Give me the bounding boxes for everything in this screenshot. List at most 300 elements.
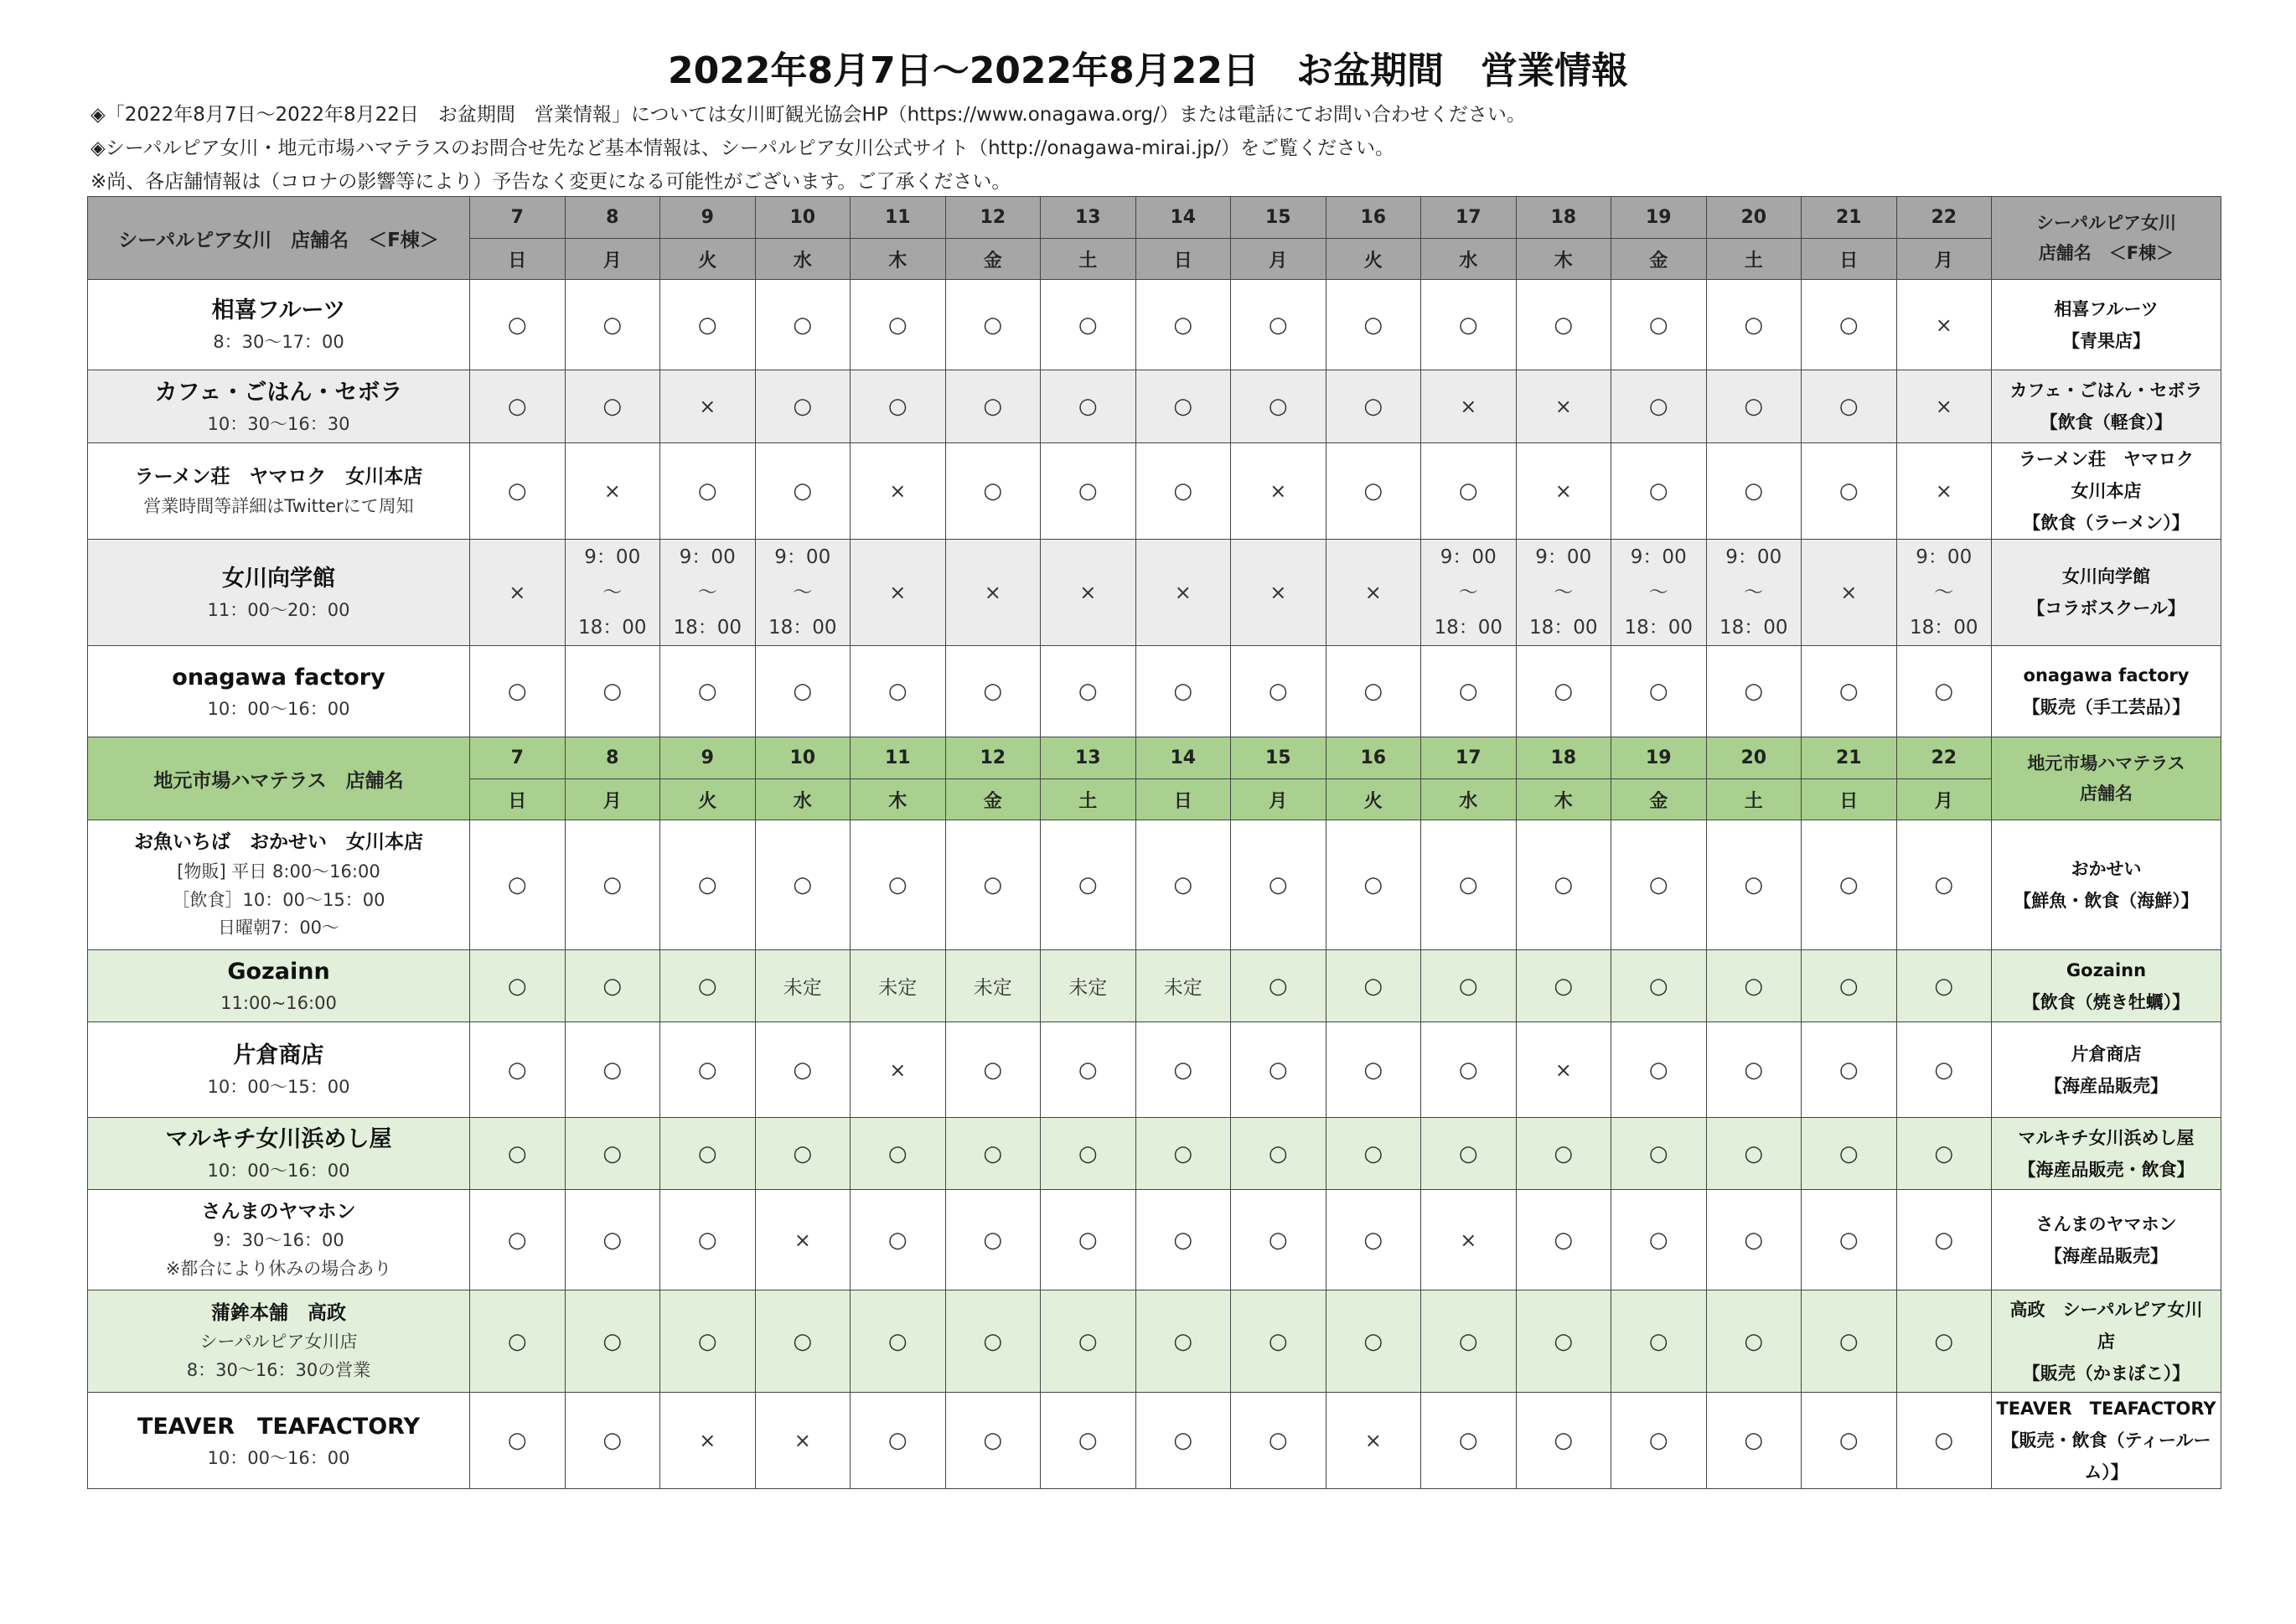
date-cell: 13 xyxy=(1041,737,1136,779)
status-open: ○ xyxy=(565,1393,660,1489)
note-disclaimer: ※尚、各店舗情報は（コロナの影響等により）予告なく変更になる可能性がございます。ご了承ください。 xyxy=(90,171,1011,193)
status-open: ○ xyxy=(945,646,1041,737)
status-open: ○ xyxy=(660,1118,756,1190)
store-category-cell xyxy=(1992,1118,2221,1190)
date-cell: 11 xyxy=(851,737,946,779)
status-open: ○ xyxy=(945,1190,1041,1290)
status-hours-line: 9：00 xyxy=(584,546,641,568)
store-category-line: おかせい xyxy=(2071,859,2142,879)
status-closed: × xyxy=(1516,370,1611,443)
weekday-cell: 金 xyxy=(1611,779,1707,820)
status-open: ○ xyxy=(1611,820,1707,950)
status-open: ○ xyxy=(1041,820,1136,950)
weekday-cell: 火 xyxy=(660,779,756,820)
status-open: ○ xyxy=(1516,1118,1611,1190)
store-category-line: Gozainn xyxy=(2066,959,2147,980)
date-cell: 9 xyxy=(660,737,756,779)
status-open: ○ xyxy=(1326,1022,1421,1118)
status-open: ○ xyxy=(1231,1393,1326,1489)
store-row xyxy=(88,950,2221,1022)
status-open: ○ xyxy=(470,1190,566,1290)
weekday-cell: 水 xyxy=(755,779,851,820)
status-hours xyxy=(755,540,851,646)
status-open: ○ xyxy=(1611,950,1707,1022)
date-cell: 21 xyxy=(1802,737,1897,779)
store-category-cell xyxy=(1992,820,2221,950)
status-hours-line: 18：00 xyxy=(768,617,837,639)
status-open: ○ xyxy=(1516,1190,1611,1290)
status-closed: × xyxy=(1231,540,1326,646)
weekday-cell: 日 xyxy=(470,239,566,280)
status-closed: × xyxy=(945,540,1041,646)
status-closed: × xyxy=(1326,540,1421,646)
store-row xyxy=(88,1118,2221,1190)
status-open: ○ xyxy=(1611,443,1707,540)
store-category-line: 片倉商店 xyxy=(2071,1043,2142,1064)
store-hours: シーパルピア女川店 xyxy=(199,1332,358,1352)
status-open: ○ xyxy=(660,950,756,1022)
status-open: ○ xyxy=(755,1118,851,1190)
status-open: ○ xyxy=(1041,370,1136,443)
status-hours xyxy=(565,540,660,646)
status-hours-line: 18：00 xyxy=(1909,617,1978,639)
store-hours: 10：00～16：00 xyxy=(207,1161,350,1182)
store-category-cell xyxy=(1992,443,2221,540)
status-open: ○ xyxy=(851,1290,946,1393)
status-open: ○ xyxy=(1135,1190,1231,1290)
store-category-line: 【販売（手工芸品）】 xyxy=(2022,697,2190,717)
weekday-cell: 金 xyxy=(945,239,1041,280)
status-open: ○ xyxy=(1802,1190,1897,1290)
status-closed: × xyxy=(851,443,946,540)
status-open: ○ xyxy=(1135,443,1231,540)
status-open: ○ xyxy=(660,1190,756,1290)
date-cell: 12 xyxy=(945,737,1041,779)
store-category-line: 【海産品販売】 xyxy=(2045,1075,2168,1096)
status-hours-line: 9：00 xyxy=(1535,546,1592,568)
status-hours-line: 18：00 xyxy=(1434,617,1503,639)
store-name-cell xyxy=(88,370,470,443)
status-open: ○ xyxy=(565,1118,660,1190)
date-cell: 15 xyxy=(1231,737,1326,779)
status-open: ○ xyxy=(1041,646,1136,737)
status-open: ○ xyxy=(755,280,851,370)
date-cell: 17 xyxy=(1421,197,1517,239)
status-open: ○ xyxy=(1611,1290,1707,1393)
status-hours-line: 9：00 xyxy=(774,546,831,568)
status-open: ○ xyxy=(1231,1290,1326,1393)
status-open: ○ xyxy=(565,1190,660,1290)
store-category-cell xyxy=(1992,1190,2221,1290)
status-open: ○ xyxy=(1611,370,1707,443)
status-open: ○ xyxy=(1611,646,1707,737)
store-hours: ［飲食］10：00～15：00 xyxy=(172,889,385,910)
status-hours-line: 18：00 xyxy=(673,617,742,639)
status-open: ○ xyxy=(755,443,851,540)
status-open: ○ xyxy=(851,820,946,950)
status-hours-line: ～ xyxy=(602,582,623,603)
status-open: ○ xyxy=(755,1290,851,1393)
status-open: ○ xyxy=(1706,1022,1802,1118)
note-contact: ◈「2022年8月7日～2022年8月22日 お盆期間 営業情報」については女川町観光協会HP（https://www.onagawa.org/）または電話にてお問い合わせください。 xyxy=(90,104,1526,126)
status-open: ○ xyxy=(1516,280,1611,370)
status-hours-line: ～ xyxy=(1934,582,1954,603)
status-open: ○ xyxy=(1421,1022,1517,1118)
date-cell: 16 xyxy=(1326,737,1421,779)
status-open: ○ xyxy=(1231,1022,1326,1118)
status-open: ○ xyxy=(1802,820,1897,950)
date-cell: 10 xyxy=(755,197,851,239)
status-open: ○ xyxy=(1706,280,1802,370)
status-open: ○ xyxy=(1231,950,1326,1022)
status-open: ○ xyxy=(1135,820,1231,950)
store-hours: ※都合により休みの場合あり xyxy=(165,1258,392,1279)
weekday-cell: 火 xyxy=(1326,779,1421,820)
store-name-cell xyxy=(88,1118,470,1190)
status-undecided: 未定 xyxy=(755,950,851,1022)
status-hours-line: 9：00 xyxy=(1725,546,1782,568)
status-hours-line: 18：00 xyxy=(577,617,647,639)
status-closed: × xyxy=(470,540,566,646)
store-row xyxy=(88,1022,2221,1118)
store-hours: 11：00～20：00 xyxy=(207,599,350,620)
store-category-cell xyxy=(1992,646,2221,737)
weekday-cell: 月 xyxy=(1896,239,1992,280)
store-category-line: ム）】 xyxy=(2084,1462,2128,1482)
status-undecided: 未定 xyxy=(945,950,1041,1022)
status-open: ○ xyxy=(565,370,660,443)
status-open: ○ xyxy=(1231,820,1326,950)
header-right-line: 店舗名 xyxy=(2080,784,2133,804)
status-open: ○ xyxy=(755,1022,851,1118)
store-name-cell xyxy=(88,443,470,540)
status-open: ○ xyxy=(1326,1290,1421,1393)
store-row xyxy=(88,1393,2221,1489)
weekday-cell: 水 xyxy=(1421,239,1517,280)
store-category-line: 【飲食（ラーメン）】 xyxy=(2023,513,2190,533)
status-open: ○ xyxy=(660,280,756,370)
weekday-cell: 金 xyxy=(945,779,1041,820)
store-row xyxy=(88,540,2221,646)
store-name-cell xyxy=(88,280,470,370)
status-open: ○ xyxy=(470,1022,566,1118)
status-open: ○ xyxy=(851,280,946,370)
date-cell: 7 xyxy=(470,737,566,779)
status-open: ○ xyxy=(470,443,566,540)
weekday-cell: 月 xyxy=(1231,239,1326,280)
status-open: ○ xyxy=(1802,646,1897,737)
status-open: ○ xyxy=(1326,280,1421,370)
store-name: 片倉商店 xyxy=(233,1042,324,1069)
status-open: ○ xyxy=(470,1290,566,1393)
f-building-header-right xyxy=(1992,197,2221,280)
status-open: ○ xyxy=(1041,1190,1136,1290)
status-open: ○ xyxy=(1231,280,1326,370)
store-name: 蒲鉾本舗 高政 xyxy=(211,1301,346,1324)
status-hours-line: ～ xyxy=(793,582,813,603)
store-category-line: カフェ・ごはん・セボラ xyxy=(2009,380,2203,401)
store-category-line: onagawa factory xyxy=(2023,665,2190,685)
hamaterrace-header-right xyxy=(1992,737,2221,820)
weekday-cell: 金 xyxy=(1611,239,1707,280)
status-open: ○ xyxy=(1896,1118,1992,1190)
store-category-line: さんまのヤマホン xyxy=(2035,1213,2177,1234)
status-open: ○ xyxy=(470,1393,566,1489)
status-closed: × xyxy=(660,370,756,443)
date-cell: 20 xyxy=(1706,737,1802,779)
status-closed: × xyxy=(755,1393,851,1489)
status-hours-line: ～ xyxy=(1744,582,1764,603)
status-open: ○ xyxy=(1706,1393,1802,1489)
status-open: ○ xyxy=(755,646,851,737)
status-open: ○ xyxy=(1231,1118,1326,1190)
store-hours: 9：30～16：00 xyxy=(213,1230,344,1251)
status-open: ○ xyxy=(1421,646,1517,737)
status-open: ○ xyxy=(660,820,756,950)
status-open: ○ xyxy=(660,646,756,737)
status-closed: × xyxy=(1326,1393,1421,1489)
store-name: onagawa factory xyxy=(172,664,385,690)
status-open: ○ xyxy=(755,370,851,443)
status-closed: × xyxy=(1896,443,1992,540)
status-hours xyxy=(660,540,756,646)
status-hours-line: ～ xyxy=(1458,582,1478,603)
status-hours xyxy=(1706,540,1802,646)
status-open: ○ xyxy=(1706,1118,1802,1190)
status-open: ○ xyxy=(1706,1190,1802,1290)
status-open: ○ xyxy=(1706,443,1802,540)
status-open: ○ xyxy=(1231,370,1326,443)
f-building-header-row xyxy=(88,197,2221,239)
weekday-cell: 月 xyxy=(1896,779,1992,820)
status-open: ○ xyxy=(565,646,660,737)
status-open: ○ xyxy=(470,370,566,443)
weekday-cell: 月 xyxy=(565,239,660,280)
status-open: ○ xyxy=(1802,370,1897,443)
date-cell: 12 xyxy=(945,197,1041,239)
status-open: ○ xyxy=(1611,1190,1707,1290)
status-open: ○ xyxy=(1326,370,1421,443)
store-row xyxy=(88,280,2221,370)
status-closed: × xyxy=(1231,443,1326,540)
store-name: ラーメン荘 ヤマロク 女川本店 xyxy=(134,465,423,488)
date-cell: 22 xyxy=(1896,737,1992,779)
status-hours-line: 9：00 xyxy=(1440,546,1497,568)
status-closed: × xyxy=(1421,370,1517,443)
status-closed: × xyxy=(851,1022,946,1118)
status-open: ○ xyxy=(565,280,660,370)
status-open: ○ xyxy=(1802,1393,1897,1489)
status-hours-line: 9：00 xyxy=(679,546,736,568)
status-hours-line: 9：00 xyxy=(1916,546,1973,568)
date-cell: 19 xyxy=(1611,197,1707,239)
status-open: ○ xyxy=(755,820,851,950)
store-category-line: 【鮮魚・飲食（海鮮）】 xyxy=(2014,891,2199,911)
status-open: ○ xyxy=(1135,1393,1231,1489)
store-name-cell xyxy=(88,1393,470,1489)
status-open: ○ xyxy=(565,1290,660,1393)
store-row xyxy=(88,1190,2221,1290)
store-name-cell xyxy=(88,540,470,646)
store-hours: 10：00～16：00 xyxy=(207,698,350,719)
status-hours-line: 18：00 xyxy=(1528,617,1598,639)
status-open: ○ xyxy=(1516,950,1611,1022)
status-open: ○ xyxy=(1516,1290,1611,1393)
status-open: ○ xyxy=(1326,950,1421,1022)
store-category-cell xyxy=(1992,370,2221,443)
date-cell: 8 xyxy=(565,197,660,239)
date-cell: 10 xyxy=(755,737,851,779)
store-category-line: 相喜フルーツ xyxy=(2054,298,2159,319)
store-row xyxy=(88,820,2221,950)
store-name: Gozainn xyxy=(227,959,330,985)
status-open: ○ xyxy=(851,1393,946,1489)
status-open: ○ xyxy=(565,950,660,1022)
store-category-cell xyxy=(1992,1022,2221,1118)
status-open: ○ xyxy=(1135,1022,1231,1118)
status-hours-line: ～ xyxy=(1554,582,1574,603)
status-open: ○ xyxy=(1896,820,1992,950)
store-name: 相喜フルーツ xyxy=(211,297,346,324)
status-hours-line: 9：00 xyxy=(1630,546,1687,568)
store-name-cell xyxy=(88,1022,470,1118)
status-hours xyxy=(1611,540,1707,646)
status-closed: × xyxy=(1516,1022,1611,1118)
status-open: ○ xyxy=(945,370,1041,443)
weekday-cell: 月 xyxy=(1231,779,1326,820)
weekday-cell: 土 xyxy=(1706,779,1802,820)
schedule-table xyxy=(87,196,2221,1489)
weekday-cell: 水 xyxy=(1421,779,1517,820)
store-name-cell xyxy=(88,1290,470,1393)
date-cell: 11 xyxy=(851,197,946,239)
store-category-line: マルキチ女川浜めし屋 xyxy=(2018,1127,2195,1148)
status-open: ○ xyxy=(1896,1022,1992,1118)
hamaterrace-header-left: 地元市場ハマテラス 店舗名 xyxy=(88,737,470,820)
weekday-cell: 水 xyxy=(755,239,851,280)
status-open: ○ xyxy=(565,820,660,950)
store-row xyxy=(88,370,2221,443)
status-hours-line: ～ xyxy=(1648,582,1668,603)
status-open: ○ xyxy=(1802,1118,1897,1190)
status-open: ○ xyxy=(470,950,566,1022)
store-category-line: 高政 シーパルピア女川 xyxy=(2009,1299,2203,1320)
store-category-line: 店 xyxy=(2097,1331,2115,1352)
status-open: ○ xyxy=(945,1118,1041,1190)
status-open: ○ xyxy=(660,1290,756,1393)
store-hours: 10：30～16：30 xyxy=(207,413,350,434)
store-hours: 10：00～16：00 xyxy=(207,1447,350,1468)
store-category-cell xyxy=(1992,950,2221,1022)
status-open: ○ xyxy=(1706,646,1802,737)
store-category-line: TEAVER TEAFACTORY xyxy=(1996,1399,2216,1419)
status-open: ○ xyxy=(1706,950,1802,1022)
weekday-cell: 日 xyxy=(470,779,566,820)
status-open: ○ xyxy=(1516,820,1611,950)
header-right-line: シーパルピア女川 xyxy=(2036,213,2176,233)
store-category-cell xyxy=(1992,1393,2221,1489)
status-open: ○ xyxy=(1231,1190,1326,1290)
store-category-line: 【海産品販売・飲食】 xyxy=(2018,1159,2195,1180)
date-cell: 18 xyxy=(1516,197,1611,239)
weekday-cell: 日 xyxy=(1802,779,1897,820)
f-building-header-left: シーパルピア女川 店舗名 ＜F棟＞ xyxy=(88,197,470,280)
status-open: ○ xyxy=(1041,1290,1136,1393)
date-cell: 7 xyxy=(470,197,566,239)
status-open: ○ xyxy=(1041,1022,1136,1118)
store-hours: 8：30～16：30の営業 xyxy=(186,1359,371,1380)
status-open: ○ xyxy=(1421,1290,1517,1393)
status-open: ○ xyxy=(1802,280,1897,370)
date-cell: 18 xyxy=(1516,737,1611,779)
status-open: ○ xyxy=(945,443,1041,540)
status-closed: × xyxy=(1041,540,1136,646)
store-row xyxy=(88,443,2221,540)
status-open: ○ xyxy=(565,1022,660,1118)
status-open: ○ xyxy=(660,1022,756,1118)
date-cell: 14 xyxy=(1135,737,1231,779)
store-category-line: 【海産品販売】 xyxy=(2045,1245,2168,1266)
hamaterrace-header-row xyxy=(88,737,2221,779)
store-name: マルキチ女川浜めし屋 xyxy=(165,1126,392,1153)
status-open: ○ xyxy=(1421,280,1517,370)
status-open: ○ xyxy=(851,1118,946,1190)
status-open: ○ xyxy=(1421,820,1517,950)
status-open: ○ xyxy=(851,370,946,443)
weekday-cell: 木 xyxy=(851,779,946,820)
status-open: ○ xyxy=(945,1393,1041,1489)
weekday-cell: 日 xyxy=(1135,239,1231,280)
status-open: ○ xyxy=(1611,1118,1707,1190)
status-open: ○ xyxy=(1706,820,1802,950)
weekday-cell: 木 xyxy=(1516,779,1611,820)
store-hours: 11:00~16:00 xyxy=(220,993,337,1014)
date-cell: 15 xyxy=(1231,197,1326,239)
status-open: ○ xyxy=(1896,950,1992,1022)
status-open: ○ xyxy=(660,443,756,540)
status-closed: × xyxy=(1896,280,1992,370)
status-open: ○ xyxy=(1802,443,1897,540)
status-open: ○ xyxy=(1135,1118,1231,1190)
date-cell: 17 xyxy=(1421,737,1517,779)
status-open: ○ xyxy=(1421,1118,1517,1190)
status-open: ○ xyxy=(470,820,566,950)
status-closed: × xyxy=(755,1190,851,1290)
status-closed: × xyxy=(851,540,946,646)
status-open: ○ xyxy=(1802,1290,1897,1393)
status-hours-line: 18：00 xyxy=(1624,617,1694,639)
status-hours xyxy=(1516,540,1611,646)
status-open: ○ xyxy=(1706,370,1802,443)
status-open: ○ xyxy=(1041,1118,1136,1190)
status-closed: × xyxy=(1135,540,1231,646)
date-cell: 21 xyxy=(1802,197,1897,239)
store-name-cell xyxy=(88,1190,470,1290)
store-name-cell xyxy=(88,820,470,950)
status-open: ○ xyxy=(1135,280,1231,370)
store-name: カフェ・ごはん・セボラ xyxy=(154,379,403,406)
note-basic-info: ◈シーパルピア女川・地元市場ハマテラスのお問合せ先など基本情報は、シーパルピア女川公式サイト（http://onagawa-mirai.jp/）をご覧ください。 xyxy=(90,137,1394,159)
store-category-line: 女川向学館 xyxy=(2062,566,2150,587)
store-category-line: 【飲食（軽食）】 xyxy=(2040,412,2173,432)
store-row xyxy=(88,646,2221,737)
status-closed: × xyxy=(1896,370,1992,443)
store-name-cell xyxy=(88,950,470,1022)
date-cell: 20 xyxy=(1706,197,1802,239)
weekday-cell: 土 xyxy=(1706,239,1802,280)
status-open: ○ xyxy=(945,1022,1041,1118)
weekday-cell: 火 xyxy=(660,239,756,280)
